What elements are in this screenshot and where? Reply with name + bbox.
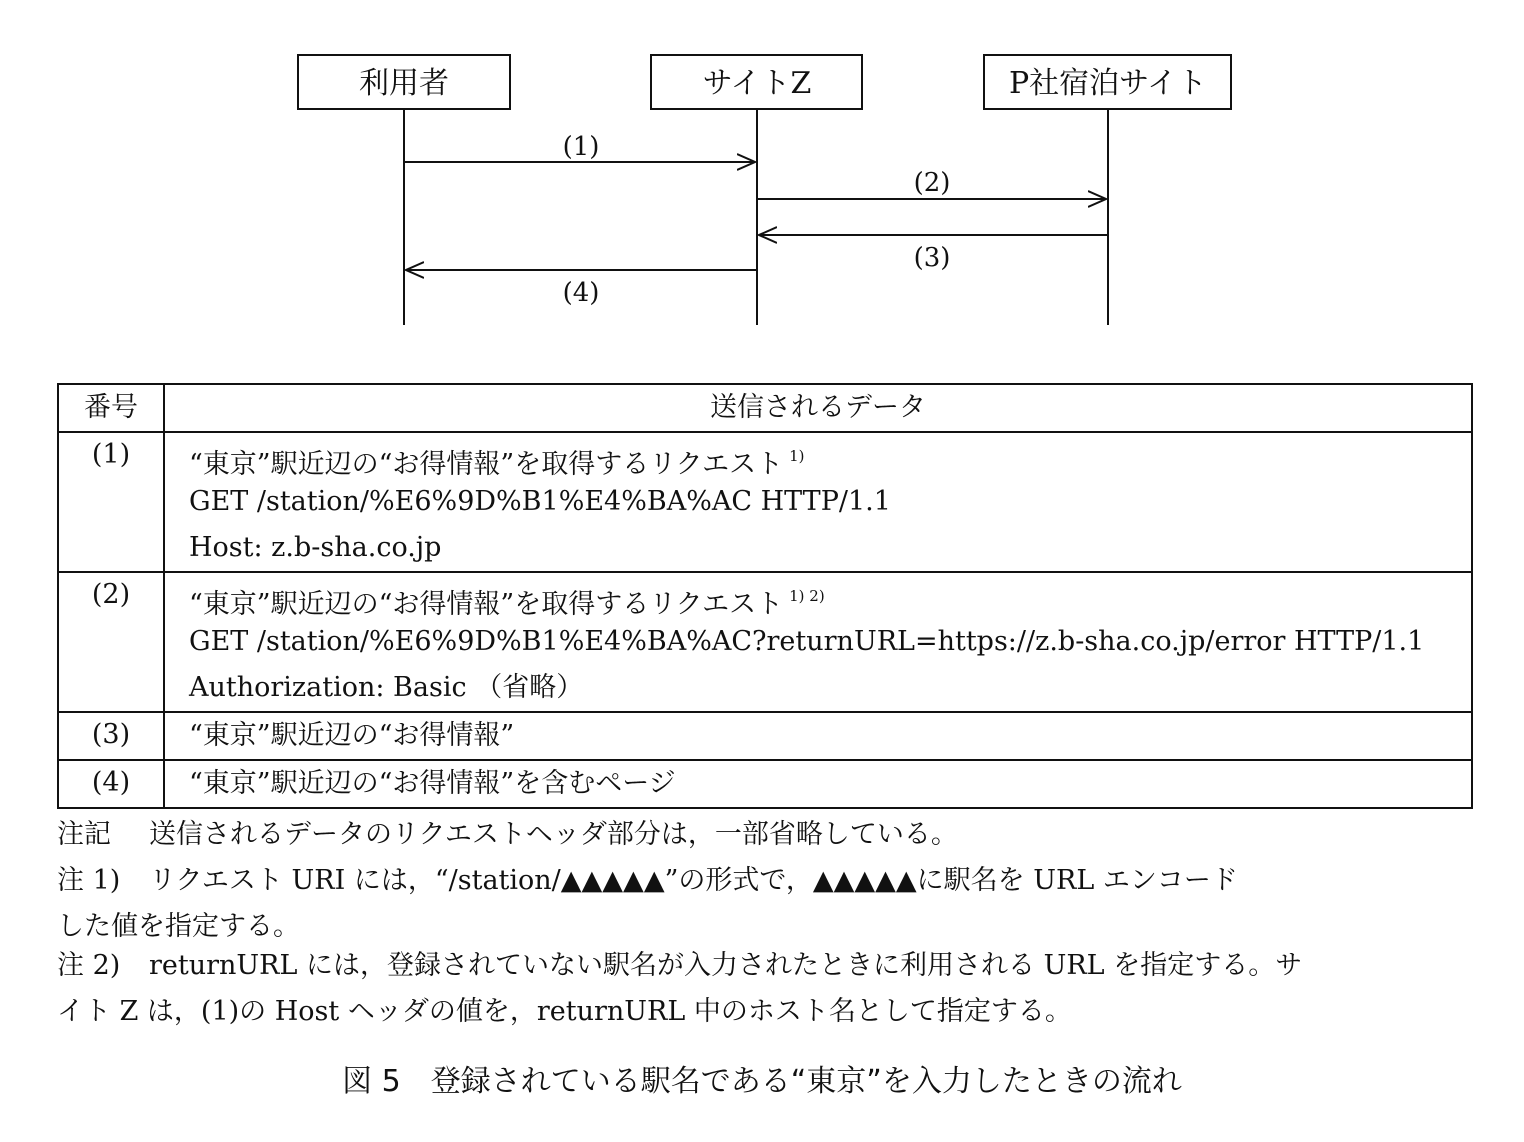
figure-caption: 図 5 登録されている駅名である“東京”を入力したときの流れ: [342, 1064, 1182, 1099]
row-line: “東京”駅近辺の“お得情報”を取得するリクエスト: [189, 449, 784, 480]
row-number: (2): [58, 572, 164, 712]
row-number: (4): [58, 760, 164, 808]
message-label-2: (2): [913, 168, 951, 198]
note-continuation: イト Z は，(1)の Host ヘッダの値を，returnURL 中のホスト名として指定する。: [57, 996, 1072, 1027]
row-data: [164, 572, 1472, 712]
actor-label: P社宿泊サイト: [1008, 66, 1208, 101]
row-line: GET /station/%E6%9D%B1%E4%BA%AC HTTP/1.1: [189, 486, 891, 517]
row-data: [164, 760, 1472, 808]
actor-p-site: [984, 55, 1231, 109]
actor-label: サイトZ: [702, 66, 812, 101]
note-continuation: した値を指定する。: [57, 911, 300, 942]
note-label: 注 1): [57, 865, 121, 896]
sequence-diagram: [0, 0, 1524, 340]
note-text: returnURL には，登録されていない駅名が入力されたときに利用される URL を指定する。サ: [149, 950, 1303, 981]
actor-label: 利用者: [359, 66, 449, 101]
row-number: (1): [58, 432, 164, 572]
row-line: Authorization: Basic （省略）: [189, 672, 584, 703]
table-header-row: [58, 384, 1472, 432]
row-line: “東京”駅近辺の“お得情報”: [189, 720, 515, 751]
row-line: “東京”駅近辺の“お得情報”を取得するリクエスト: [189, 589, 784, 620]
note-text: リクエスト URI には，“/station/▲▲▲▲▲”の形式で，▲▲▲▲▲に駅名を URL エンコード: [149, 865, 1238, 896]
row-line: GET /station/%E6%9D%B1%E4%BA%AC?returnURL=https://z.b-sha.co.jp/error HTTP/1.1: [189, 626, 1425, 657]
row-line: Host: z.b-sha.co.jp: [189, 532, 442, 563]
header-number: 番号: [58, 384, 164, 432]
note-1: [57, 858, 1477, 904]
note-label: 注 2): [57, 950, 121, 981]
notes: [57, 812, 1477, 1028]
message-label-3: (3): [913, 243, 951, 273]
header-data: 送信されるデータ: [164, 384, 1472, 432]
note-label: 注記: [57, 819, 111, 850]
row-data: [164, 712, 1472, 760]
footnote-ref: 1) 2): [789, 587, 825, 605]
table-row: [58, 760, 1472, 808]
footnote-ref: 1): [789, 447, 805, 465]
data-table: [57, 383, 1473, 809]
table-row: [58, 432, 1472, 572]
note-2: [57, 943, 1477, 989]
note-general: [57, 812, 1477, 858]
note-text: 送信されるデータのリクエストヘッダ部分は，一部省略している。: [149, 819, 958, 850]
row-number: (3): [58, 712, 164, 760]
message-label-1: (1): [562, 132, 600, 162]
row-data: [164, 432, 1472, 572]
actor-site-z: [651, 55, 862, 109]
message-label-4: (4): [562, 278, 600, 308]
actor-user: [298, 55, 510, 109]
table-row: [58, 572, 1472, 712]
row-line: “東京”駅近辺の“お得情報”を含むページ: [189, 768, 676, 799]
table-row: [58, 712, 1472, 760]
